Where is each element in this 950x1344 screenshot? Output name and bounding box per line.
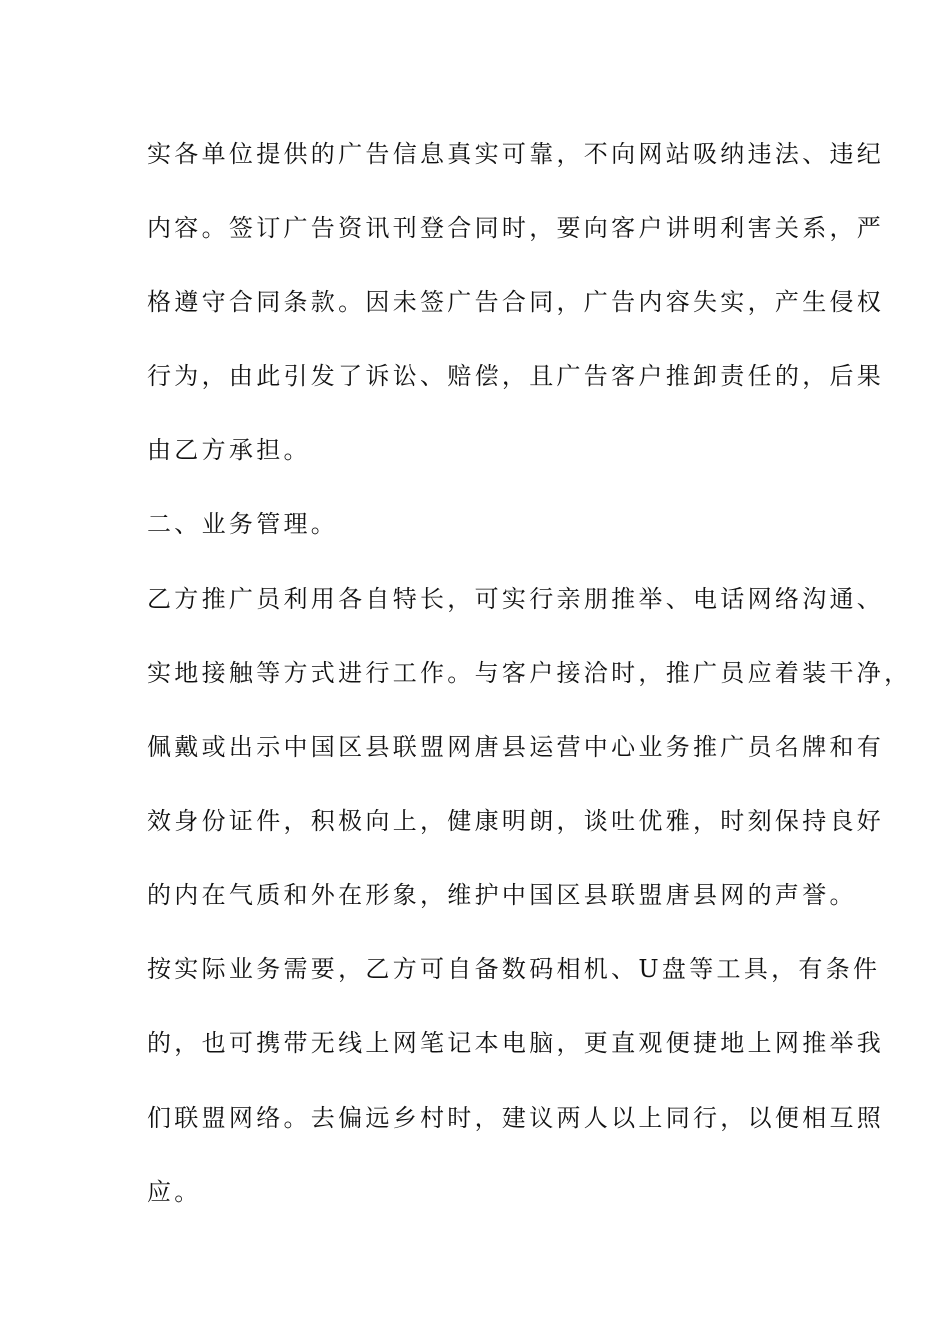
text-line: 实地接触等方式进行工作。与客户接洽时，推广员应着装干净， bbox=[147, 659, 912, 687]
text-line: 的，也可携带无线上网笔记本电脑，更直观便捷地上网推举我 bbox=[147, 1029, 885, 1057]
text-line: 的内在气质和外在形象，维护中国区县联盟唐县网的声誉。 bbox=[147, 881, 857, 909]
text-line: 乙方推广员利用各自特长，可实行亲朋推举、电话网络沟通、 bbox=[147, 585, 885, 613]
text-line: 应。 bbox=[147, 1178, 202, 1206]
text-line: 效身份证件，积极向上，健康明朗，谈吐优雅，时刻保持良好 bbox=[147, 807, 885, 835]
text-line: 实各单位提供的广告信息真实可靠，不向网站吸纳违法、违纪 bbox=[147, 140, 885, 168]
text-line: 内容。签订广告资讯刊登合同时，要向客户讲明利害关系，严 bbox=[147, 214, 885, 242]
text-line: 按实际业务需要，乙方可自备数码相机、U盘等工具，有条件 bbox=[147, 955, 881, 983]
text-line: 佩戴或出示中国区县联盟网唐县运营中心业务推广员名牌和有 bbox=[147, 733, 885, 761]
text-line: 行为，由此引发了诉讼、赔偿，且广告客户推卸责任的，后果 bbox=[147, 362, 885, 390]
text-line: 们联盟网络。去偏远乡村时，建议两人以上同行，以便相互照 bbox=[147, 1104, 885, 1132]
text-line: 由乙方承担。 bbox=[147, 436, 311, 464]
section-heading: 二、业务管理。 bbox=[147, 510, 339, 538]
text-line: 格遵守合同条款。因未签广告合同，广告内容失实，产生侵权 bbox=[147, 288, 885, 316]
